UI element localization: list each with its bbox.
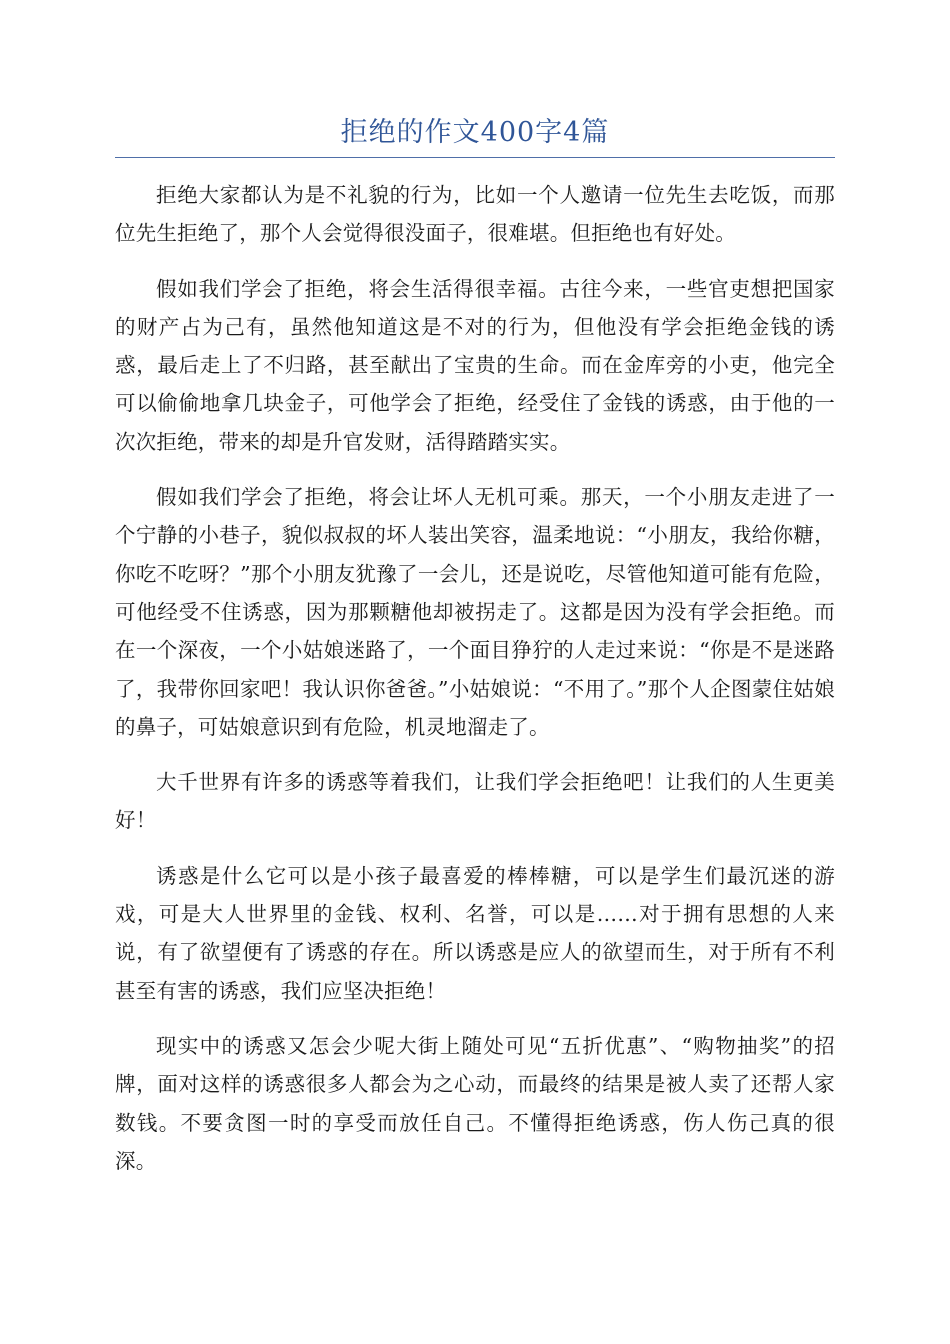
paragraph-3: 假如我们学会了拒绝，将会让坏人无机可乘。那天，一个小朋友走进了一个宁静的小巷子，貌似叔叔的坏人装出笑容，温柔地说：“小朋友，我给你糖，你吃不吃呀？”那个小朋友犹豫了一会儿，还是说吃，尽管他知道可能有危险，可他经受不住诱惑，因为那颗糖他却被拐走了。这都是因为没有学会拒绝。而在一个深夜，一个小姑娘迷路了，一个面目狰狞的人走过来说：“你是不是迷路了，我带你回家吧！我认识你爸爸。”小姑娘说：“不用了。”那个人企图蒙住姑娘的鼻子，可姑娘意识到有危险，机灵地溜走了。 — [115, 485, 835, 739]
paragraph-5: 诱惑是什么它可以是小孩子最喜爱的棒棒糖，可以是学生们最沉迷的游戏，可是大人世界里的金钱、权利、名誉，可以是……对于拥有思想的人来说，有了欲望便有了诱惑的存在。所以诱惑是应人的欲望而生，对于所有不利甚至有害的诱惑，我们应坚决拒绝！ — [115, 863, 835, 1003]
paragraph-6: 现实中的诱惑又怎会少呢大街上随处可见“五折优惠”、“购物抽奖”的招牌，面对这样的诱惑很多人都会为之心动，而最终的结果是被人卖了还帮人家数钱。不要贪图一时的享受而放任自己。不懂得拒绝诱惑，伤人伤己真的很深。 — [115, 1033, 835, 1173]
title-block — [115, 113, 835, 158]
paragraph-1: 拒绝大家都认为是不礼貌的行为，比如一个人邀请一位先生去吃饭，而那位先生拒绝了，那个人会觉得很没面子，很难堪。但拒绝也有好处。 — [115, 183, 835, 246]
document-body — [115, 176, 835, 1197]
document-title: 拒绝的作文400字4篇 — [340, 117, 610, 148]
paragraph-2: 假如我们学会了拒绝，将会生活得很幸福。古往今来，一些官吏想把国家的财产占为己有，虽然他知道这是不对的行为，但他没有学会拒绝金钱的诱惑，最后走上了不归路，甚至献出了宝贵的生命。而在金库旁的小吏，他完全可以偷偷地拿几块金子，可他学会了拒绝，经受住了金钱的诱惑，由于他的一次次拒绝，带来的却是升官发财，活得踏踏实实。 — [115, 276, 835, 454]
paragraph-4: 大千世界有许多的诱惑等着我们，让我们学会拒绝吧！让我们的人生更美好！ — [115, 770, 835, 833]
